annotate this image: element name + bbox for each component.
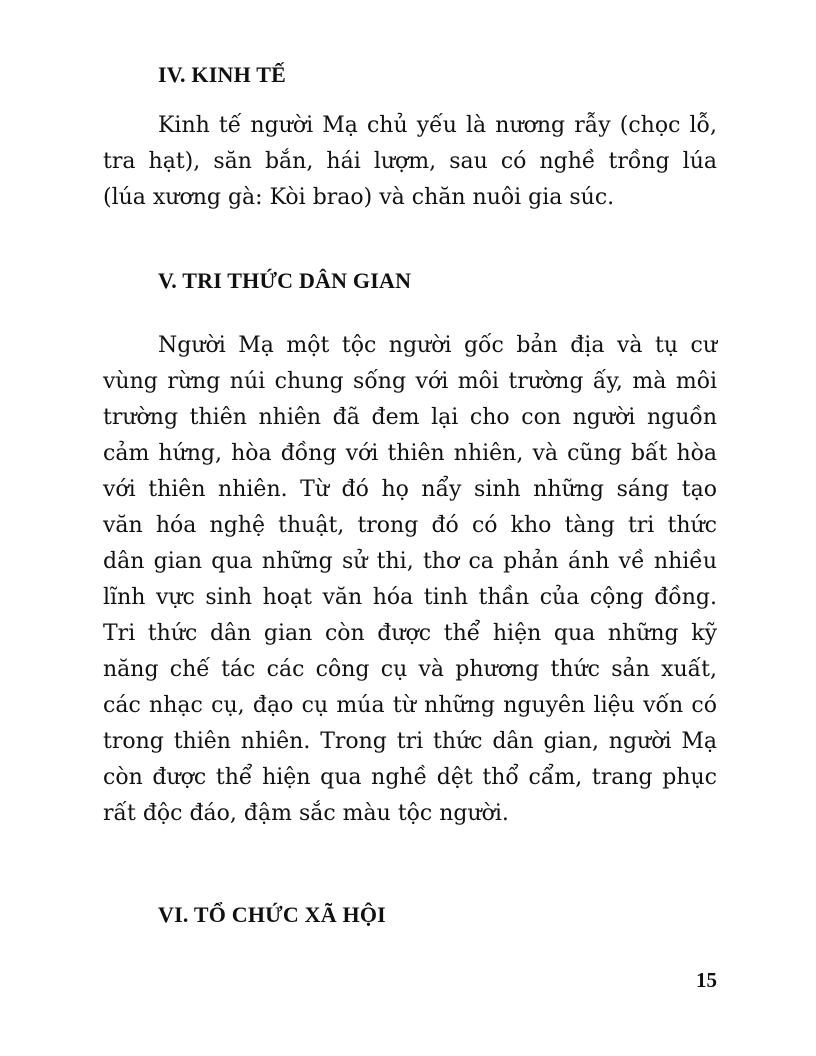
text-line: trường thiên nhiên đã đem lại cho con người nguồn	[103, 405, 717, 430]
text-line: tra hạt), săn bắn, hái lượm, sau có nghề trồng lúa	[103, 149, 717, 174]
text-line: cảm hứng, hòa đồng với thiên nhiên, và cũng bất hòa	[103, 441, 717, 466]
paragraph-economy	[103, 108, 717, 216]
section-heading-economy: IV. KINH TẾ	[158, 62, 286, 87]
text-line: Tri thức dân gian còn được thể hiện qua những kỹ	[103, 621, 717, 646]
text-line: Kinh tế người Mạ chủ yếu là nương rẫy (chọc lỗ,	[158, 113, 717, 138]
text-line: còn được thể hiện qua nghề dệt thổ cẩm, trang phục	[103, 765, 717, 790]
text-line: rất độc đáo, đậm sắc màu tộc người.	[103, 801, 509, 826]
text-line: văn hóa nghệ thuật, trong đó có kho tàng tri thức	[103, 513, 717, 538]
section-heading-social-organization: VI. TỔ CHỨC XÃ HỘI	[158, 902, 386, 927]
text-line: với thiên nhiên. Từ đó họ nẩy sinh những sáng tạo	[103, 477, 717, 502]
text-line: lĩnh vực sinh hoạt văn hóa tinh thần của cộng đồng.	[103, 585, 717, 610]
paragraph-folk-knowledge	[103, 328, 717, 832]
book-page	[103, 0, 717, 1056]
text-line: vùng rừng núi chung sống với môi trường ấy, mà môi	[103, 369, 717, 394]
text-line: trong thiên nhiên. Trong tri thức dân gian, người Mạ	[103, 729, 717, 754]
text-line: dân gian qua những sử thi, thơ ca phản ánh về nhiều	[103, 549, 717, 574]
text-line: năng chế tác các công cụ và phương thức sản xuất,	[103, 657, 717, 682]
text-line: Người Mạ một tộc người gốc bản địa và tụ cư	[158, 333, 717, 358]
section-heading-folk-knowledge: V. TRI THỨC DÂN GIAN	[158, 268, 412, 293]
text-line: (lúa xương gà: Kòi brao) và chăn nuôi gia súc.	[103, 185, 615, 210]
page-number: 15	[696, 968, 717, 992]
text-line: các nhạc cụ, đạo cụ múa từ những nguyên liệu vốn có	[103, 693, 717, 718]
